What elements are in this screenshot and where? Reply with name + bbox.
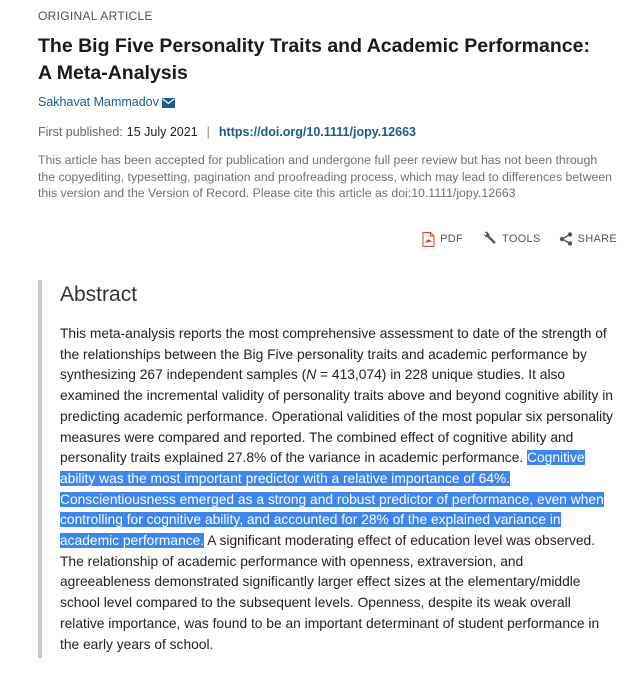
article-type: ORIGINAL ARTICLE [38, 9, 153, 23]
highlighted-selection[interactable]: Cognitive ability was the most important predictor with a relative importance of 64%. Conscientiousness emerged as a strong and robust predictor of performance, even when controlling for cognitive ability, and accounted for 28% of the explained variance in academic performance. [60, 450, 604, 549]
pdf-icon [422, 232, 435, 247]
abstract-n-symbol: N [306, 367, 317, 383]
publication-meta [38, 125, 416, 139]
share-label: SHARE [577, 233, 617, 245]
doi-link[interactable]: https://doi.org/10.1111/jopy.12663 [218, 125, 416, 139]
abstract-text-part-3: A significant moderating effect of education level was observed. The relationship of academic performance with openness, extraversion, and agreeableness demonstrated significantly larger effect sizes at the elementary/middle school level compared to the subsequent levels. Openness, despite its weak overall relative importance, was found to be an important determinant of student performance in the early years of school. [60, 533, 600, 652]
envelope-icon[interactable] [162, 97, 175, 107]
abstract-text-part-1: This meta-analysis reports the most comprehensive assessment to date of the strength of the relationships between the Big Five personality traits and academic performance by synthesizing 267 independent samples ( [60, 326, 607, 383]
pdf-button[interactable] [422, 232, 463, 247]
abstract-text[interactable] [60, 324, 614, 655]
tools-button[interactable] [481, 231, 541, 247]
author-row [38, 95, 175, 109]
article-toolbar [422, 231, 617, 247]
tools-label: TOOLS [502, 233, 541, 245]
accepted-article-notice: This article has been accepted for publication and undergone full peer review but has not been through the copyediting, typesetting, pagination and proofreading process, which may lead to differences between this version and the Version of Record. Please cite this article as doi:10.1111/jopy.12663 [38, 153, 612, 200]
wrench-icon [481, 231, 497, 247]
pdf-label: PDF [440, 233, 463, 245]
abstract-heading: Abstract [60, 283, 138, 306]
author-link[interactable]: Sakhavat Mammadov [38, 95, 159, 109]
article-title: The Big Five Personality Traits and Academic Performance: A Meta-Analysis [38, 35, 590, 84]
share-icon [559, 232, 573, 246]
publication-date: 15 July 2021 [126, 125, 198, 139]
abstract-text-part-2: = 413,074) in 228 unique studies. It also examined the incremental validity of personality traits above and beyond cognitive ability in predicting academic performance. Operational validities of the most popular six personality measures were compared and reported. The combined effect of cognitive ability and personality traits explained 27.8% of the variance in academic performance. [60, 367, 613, 466]
share-button[interactable] [559, 232, 617, 246]
abstract-section [38, 280, 618, 658]
meta-separator: | [206, 125, 210, 139]
first-published-label: First published: [38, 125, 123, 139]
